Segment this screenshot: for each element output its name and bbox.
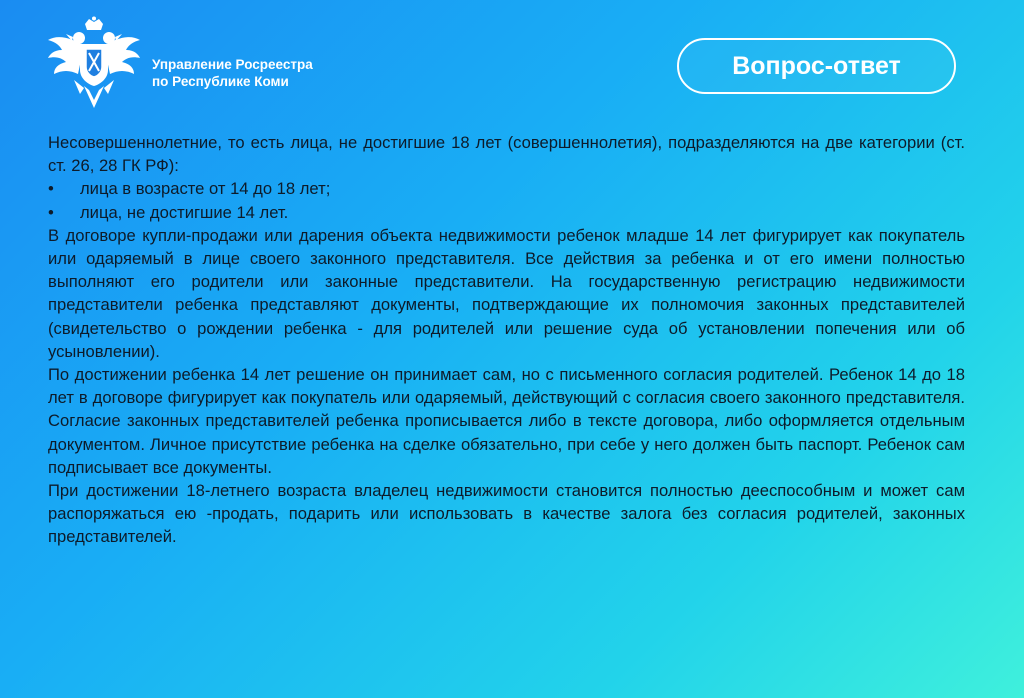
qa-badge	[677, 38, 956, 94]
intro-paragraph: Несовершеннолетние, то есть лица, не достигшие 18 лет (совершеннолетия), подразделяются на две категории (ст. ст. 26, 28 ГК РФ):	[48, 133, 965, 176]
list-item-text: лица в возрасте от 14 до 18 лет;	[80, 179, 331, 199]
article-body	[48, 131, 965, 549]
list-item	[48, 177, 965, 200]
org-name-line1: Управление Росреестра	[152, 57, 313, 72]
bullet-marker: •	[48, 179, 54, 199]
paragraph-14-to-18: По достижении ребенка 14 лет решение он принимает сам, но с письменного согласия родителей. Ребенок 14 до 18 лет в договоре фигурирует как покупатель или одаряемый, действующий с согласия своего законного представителя. Согласие законных представителей ребенка прописывается либо в тексте договора, либо оформляется отдельным документом. Личное присутствие ребенка на сделке обязательно, при себе у него должен быть паспорт. Ребенок сам подписывает все документы.	[48, 365, 965, 477]
bullet-marker: •	[48, 202, 54, 222]
paragraph-under-14: В договоре купли-продажи или дарения объекта недвижимости ребенок младше 14 лет фигурирует как покупатель или одаряемый в лице своего законного представителя. Все действия за ребенка и от его имени полностью выполняют его родители или законные представители. На государственную регистрацию недвижимости представители ребенка представляют документы, подтверждающие их полномочия законных представителей (свидетельство о рождении ребенка - для родителей или решение суда об установлении попечения или об усыновлении).	[48, 225, 965, 361]
category-list	[48, 177, 965, 223]
organization-name	[152, 56, 313, 90]
org-name-line2: по Республике Коми	[152, 74, 289, 89]
list-item	[48, 201, 965, 224]
qa-badge-label: Вопрос-ответ	[732, 51, 901, 80]
rosreestr-eagle-logo	[44, 16, 144, 112]
list-item-text: лица, не достигшие 14 лет.	[80, 202, 289, 222]
paragraph-adult: При достижении 18-летнего возраста владелец недвижимости становится полностью дееспособным и может сам распоряжаться ею -продать, подарить или использовать в качестве залога без согласия родителей, законных представителей.	[48, 481, 965, 547]
